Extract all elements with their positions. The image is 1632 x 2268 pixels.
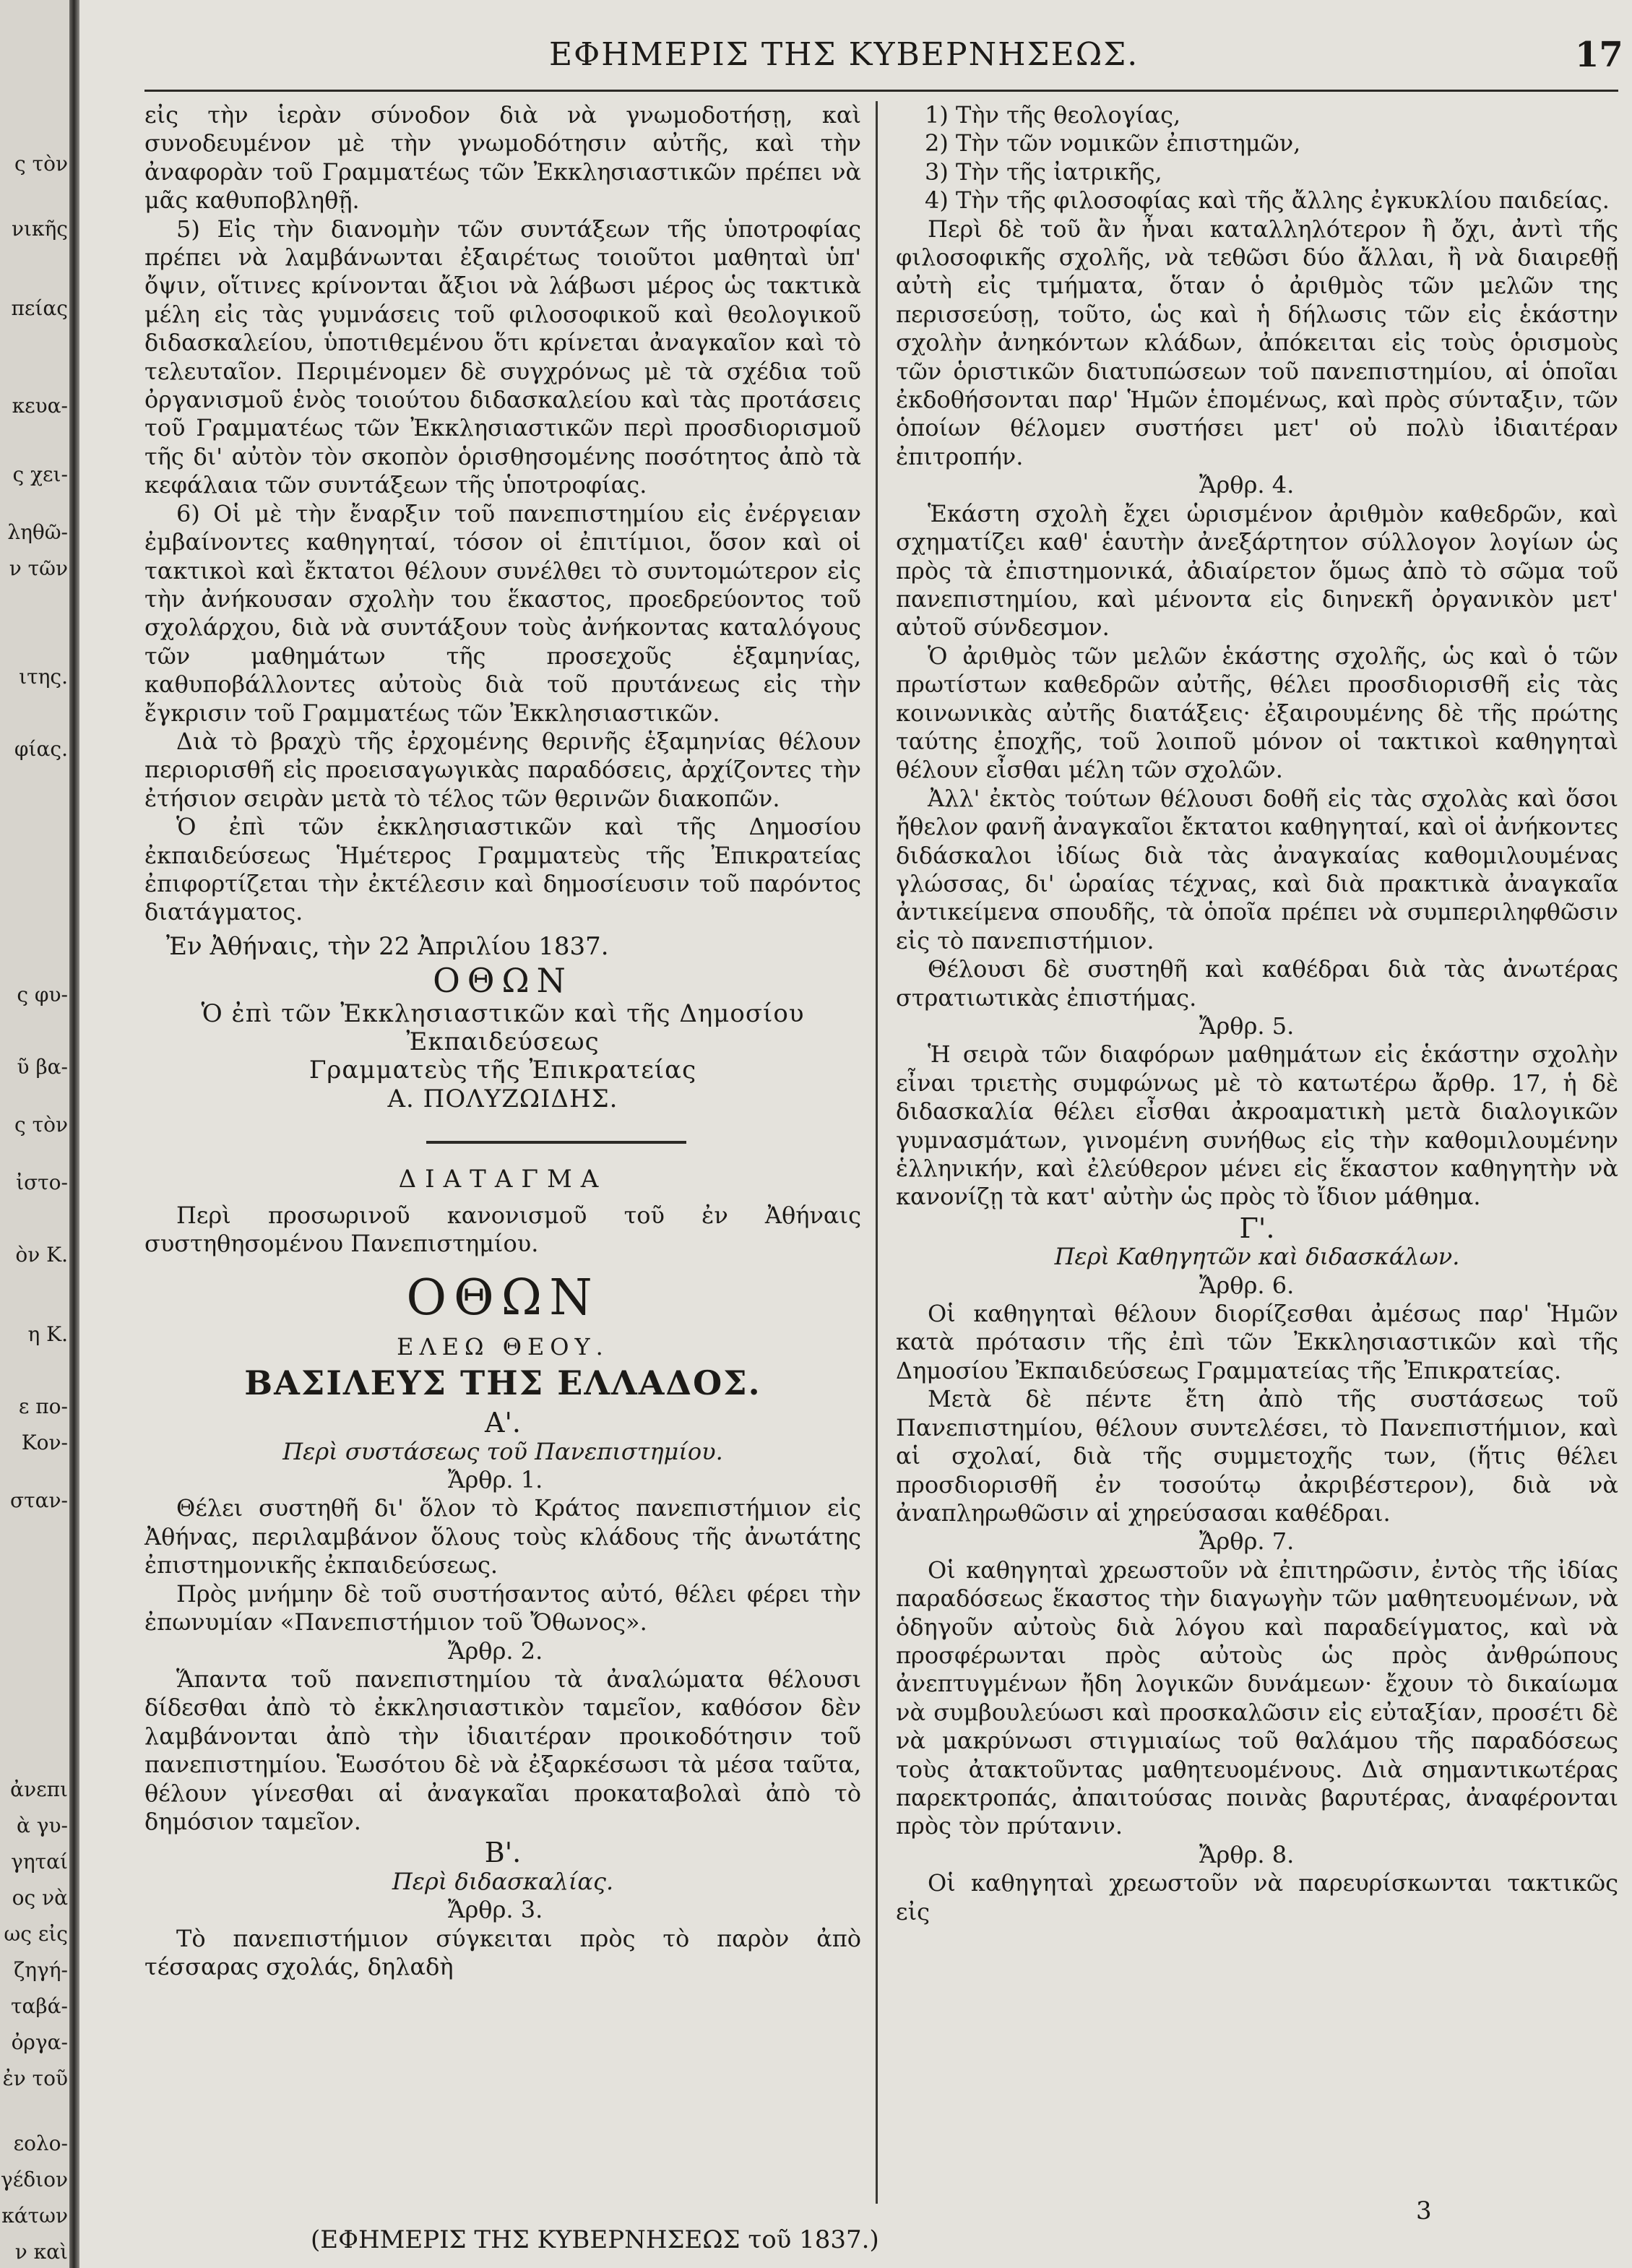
signatory-role: Ὁ ἐπὶ τῶν Ἐκκλησιαστικῶν καὶ τῆς Δημοσίου Ἐκπαιδεύσεως: [201, 999, 805, 1056]
article-heading: Ἄρθρ. 4.: [1199, 471, 1295, 499]
section-letter: Β'.: [484, 1837, 522, 1869]
list-item: 2) Τὴν τῶν νομικῶν ἐπιστημῶν,: [925, 129, 1301, 158]
margin-fragment: ς τὸν: [14, 152, 68, 176]
section-separator: [426, 1141, 686, 1144]
list-item: 1) Τὴν τῆς θεολογίας,: [925, 101, 1181, 129]
margin-fragment: ς φυ-: [17, 983, 68, 1006]
margin-fragment: ὀργα-: [11, 2030, 68, 2054]
paragraph: Οἱ καθηγηταὶ θέλουν διορίζεσθαι ἀμέσως παρ' Ἡμῶν κατὰ πρότασιν τῆς ἐπὶ τῶν Ἐκκλησιαστικῶν καὶ τῆς Δημοσίου Ἐκπαιδεύσεως Γραμματείας τῆς Ἐπικρατείας.: [896, 1300, 1618, 1384]
margin-fragment: σταν-: [10, 1488, 68, 1512]
decree-title: ΔΙΑΤΑΓΜΑ: [398, 1165, 608, 1194]
page-header-title: ΕΦΗΜΕΡΙΣ ΤΗΣ ΚΥΒΕΡΝΗΣΕΩΣ.: [549, 36, 1139, 73]
book-spine-fold: [69, 0, 79, 2268]
paragraph: Ὁ ἀριθμὸς τῶν μελῶν ἑκάστης σχολῆς, ὡς καὶ ὁ τῶν πρωτίστων καθεδρῶν αὐτῆς, θέλει προσδιορισθῆ εἰς τὰς κοινωνικὰς αὐτῆς διατάξεις· ἐξαιρουμένης δὲ τῆς πρώτης ταύτης ἐποχῆς, τοῦ λοιποῦ μόνον οἱ τακτικοὶ καθηγηταὶ θέλουν εἶσθαι μέλη τῶν σχολῶν.: [896, 642, 1618, 784]
section-heading: Περὶ διδασκαλίας.: [392, 1867, 614, 1895]
footer-issue-label: (ΕΦΗΜΕΡΙΣ ΤΗΣ ΚΥΒΕΡΝΗΣΕΩΣ τοῦ 1837.): [311, 2225, 879, 2254]
section-letter: Γ'.: [1239, 1212, 1275, 1244]
margin-fragment: κευα-: [12, 394, 68, 418]
list-item: 3) Τὴν τῆς ἰατρικῆς,: [925, 158, 1162, 186]
margin-fragment: ληθῶ-: [7, 520, 68, 544]
margin-fragment: γέδιον: [1, 2168, 68, 2191]
article-heading: Ἄρθρ. 6.: [1199, 1271, 1295, 1299]
paragraph: Ἡ σειρὰ τῶν διαφόρων μαθημάτων εἰς ἑκάστην σχολὴν εἶναι τριετὴς συμφώνως μὲ τὸ κατωτέρω ἄρθρ. 17, ἡ δὲ διδασκαλία θέλει εἶσθαι ἀκροαματικὴ μετὰ διαλογικῶν γυμνασμάτων, γινομένη συνήθως εἰς τὴν καθομιλουμένην ἑλληνικήν, καὶ ἐλεύθερον μένει εἰς ἕκαστον καθηγητὴν νὰ κανονίζῃ τὰ κατ' αὐτὴν ὡς πρὸς τὸ ἴδιον μάθημα.: [896, 1040, 1618, 1211]
signatory-king: ΟΘΩΝ: [433, 961, 573, 1001]
margin-fragment: ν καὶ: [14, 2240, 68, 2264]
article-heading: Ἄρθρ. 7.: [1199, 1527, 1295, 1556]
margin-fragment: ζηγή-: [14, 1958, 68, 1982]
paragraph: Οἱ καθηγηταὶ χρεωστοῦν νὰ παρευρίσκωνται τακτικῶς εἰς: [896, 1869, 1618, 1926]
margin-fragment: εολο-: [13, 2131, 68, 2155]
paragraph: 5) Εἰς τὴν διανομὴν τῶν συντάξεων τῆς ὑποτροφίας πρέπει νὰ λαμβάνωνται ἐξαιρέτως τοιοῦτοι μαθηταὶ ὑπ' ὄψιν, οἵτινες κρίνονται ἄξιοι νὰ λάβωσι μέρος ὡς τακτικὰ μέλη εἰς τὰς γυμνάσεις τοῦ φιλοσοφικοῦ καὶ θεολογικοῦ διδασκαλείου, ὑποτιθεμένου ὅτι κρίνεται ἀναγκαῖον καὶ τὸ τελευταῖον. Περιμένομεν δὲ συγχρόνως μὲ τὰ σχέδια τοῦ ὀργανισμοῦ ἑνὸς τοιούτου διδασκαλείου καὶ τὰς προτάσεις τοῦ Γραμματέως τῶν Ἐκκλησιαστικῶν περὶ προσδιορισμοῦ τῆς δι' αὐτὸν τὸν σκοπὸν ὁρισθησομένης ποσότητος ἀπὸ τὰ κεφάλαια τῶν συντάξεων τῆς ὑποτροφίας.: [144, 215, 861, 499]
margin-fragment: ε πο-: [18, 1394, 68, 1418]
right-column: [896, 101, 1618, 1926]
column-divider: [876, 101, 878, 2204]
signatory-role: Γραμματεὺς τῆς Ἐπικρατείας: [308, 1056, 697, 1085]
margin-fragment: ς τὸν: [14, 1113, 68, 1137]
paragraph: Ὁ ἐπὶ τῶν ἐκκλησιαστικῶν καὶ τῆς Δημοσίου ἐκπαιδεύσεως Ἡμέτερος Γραμματεὺς τῆς Ἐπικρατείας ἐπιφορτίζεται τὴν ἐκτέλεσιν καὶ δημοσίευσιν τοῦ παρόντος διατάγματος.: [144, 813, 861, 926]
margin-fragment: η Κ.: [27, 1322, 68, 1346]
paragraph: Θέλει συστηθῆ δι' ὅλον τὸ Κράτος πανεπιστήμιον εἰς Ἀθήνας, περιλαμβάνον ὅλους τοὺς κλάδους τῆς ἀνωτάτης ἐπιστημονικῆς ἐκπαιδεύσεως.: [144, 1494, 861, 1579]
paragraph: Περὶ δὲ τοῦ ἂν ἦναι καταλληλότερον ἢ ὄχι, ἀντὶ τῆς φιλοσοφικῆς σχολῆς, νὰ τεθῶσι δύο ἄλλαι, ἢ νὰ διαιρεθῇ αὐτὴ εἰς τμήματα, ὅταν ὁ ἀριθμὸς τῶν μελῶν της περισσεύσῃ, τοῦτο, ὡς καὶ ἡ δήλωσις τῶν εἰς ἑκάστην σχολὴν ἀνηκόντων κλάδων, ἀπόκειται εἰς τοὺς ὁρισμοὺς τῶν ὁριστικῶν διατυπώσεων τοῦ πανεπιστημίου, αἱ ὁποῖαι ἐκδοθήσονται παρ' Ἡμῶν ἑπομένως, καὶ πρὸς σύνταξιν, τῶν ὁποίων θέλομεν συστήσει μετ' οὐ πολὺ ἰδιαιτέραν ἐπιτροπήν.: [896, 215, 1618, 470]
margin-fragment: Κον-: [21, 1431, 68, 1454]
paragraph: Ἀλλ' ἐκτὸς τούτων θέλουσι δοθῆ εἰς τὰς σχολὰς καὶ ὅσοι ἤθελον φανῆ ἀναγκαῖοι ἔκτατοι καθηγηταί, καὶ οἱ ἀνήκοντες διδάσκαλοι ἰδίως διὰ τὰς ἀναγκαίας καθομιλουμένας γλώσσας, δι' ὡραίας τέχνας, καὶ διὰ πρακτικὰ ἀναγκαῖα ἀντικείμενα σπουδῆς, τὰ ὁποῖα πρέπει νὰ συμπεριληφθῶσιν εἰς τὸ πανεπιστήμιον.: [896, 784, 1618, 954]
paragraph: εἰς τὴν ἱερὰν σύνοδον διὰ νὰ γνωμοδοτήσῃ, καὶ συνοδευμένον μὲ τὴν γνωμοδότησιν αὐτῆς, καὶ τὴν ἀναφορὰν τοῦ Γραμματέως τῶν Ἐκκλησιαστικῶν πρέπει νὰ μᾶς καθυποβληθῇ.: [144, 101, 861, 215]
margin-fragment: φίας.: [14, 737, 68, 761]
article-heading: Ἄρθρ. 8.: [1199, 1840, 1295, 1868]
paragraph: Οἱ καθηγηταὶ χρεωστοῦν νὰ ἐπιτηρῶσιν, ἐντὸς τῆς ἰδίας παραδόσεως ἕκαστος τὴν διαγωγὴν τῶν μαθητευομένων, νὰ ὁδηγοῦν αὐτοὺς διὰ λόγου καὶ παραδείγματος, καὶ νὰ προσφέρωνται πρὸς αὐτοὺς ὡς πρὸς ἀνθρώπους ἀνεπτυγμένων ἤδη λογικῶν δυνάμεων· ἔχουν τὸ δικαίωμα νὰ συμβουλεύωσι καὶ προσκαλῶσιν εἰς εὐταξίαν, προσέτι δὲ νὰ μακρύνωσι στιγμιαίως τοῦ θαλάμου τῆς παραδόσεως τοὺς ἀτακτοῦντας μαθητευομένους. Διὰ σημαντικωτέρας παρεκτροπάς, ἀπαιτούσας ποινὰς βαρυτέρας, ἀναφέρονται πρὸς τὸν πρύτανιν.: [896, 1556, 1618, 1840]
page-number: 17: [1575, 35, 1623, 75]
paragraph: Ἅπαντα τοῦ πανεπιστημίου τὰ ἀναλώματα θέλουσι δίδεσθαι ἀπὸ τὸ ἐκκλησιαστικὸν ταμεῖον, καθόσον δὲν λαμβάνονται ἀπὸ τὴν ἰδιαιτέραν προικοδότησιν τοῦ πανεπιστημίου. Ἑωσότου δὲ νὰ ἐξαρκέσωσι τὰ μέσα ταῦτα, θέλουν γίνεσθαι αἱ ἀναγκαῖαι προκαταβολαὶ ἀπὸ τὸ δημόσιον ταμεῖον.: [144, 1665, 861, 1835]
decree-date: Ἐν Ἀθήναις, τὴν 22 Ἀπριλίου 1837.: [166, 931, 609, 961]
signatory-minister: Α. ΠΟΛΥΖΩΙΔΗΣ.: [387, 1084, 618, 1113]
margin-fragment: ὸν Κ.: [15, 1243, 68, 1267]
paragraph: Διὰ τὸ βραχὺ τῆς ἐρχομένης θερινῆς ἑξαμηνίας θέλουν περιορισθῆ εἰς προεισαγωγικὰς παραδόσεις, ἀρχίζοντες τὴν ἐτήσιον σειρὰν μετὰ τὸ τέλος τῶν θερινῶν διακοπῶν.: [144, 727, 861, 812]
printer-signature-mark: 3: [1416, 2196, 1432, 2225]
article-heading: Ἄρθρ. 1.: [448, 1466, 543, 1494]
paragraph: 6) Οἱ μὲ τὴν ἔναρξιν τοῦ πανεπιστημίου εἰς ἐνέργειαν ἐμβαίνοντες καθηγηταί, τόσον οἱ ἐπιτίμιοι, ὅσον καὶ οἱ τακτικοὶ καὶ ἔκτατοι θέλουν συνέλθει τὸ συντομώτερον εἰς τὴν ἀνήκουσαν σχολὴν του ἕκαστος, προεδρεύοντος τοῦ σχολάρχου, διὰ νὰ συντάξουν τοὺς ἀνήκοντας καταλόγους τῶν μαθημάτων τῆς προσεχοῦς ἑξαμηνίας, καθυποβάλλοντες αὐτοὺς διὰ τοῦ πρυτάνεως εἰς τὴν ἔγκρισιν τοῦ Γραμματέως τῶν Ἐκκλησιαστικῶν.: [144, 499, 861, 727]
margin-fragment: ς χει-: [12, 462, 68, 486]
paragraph: Πρὸς μνήμην δὲ τοῦ συστήσαντος αὐτό, θέλει φέρει τὴν ἐπωνυμίαν «Πανεπιστήμιον τοῦ Ὄθωνος».: [144, 1579, 861, 1637]
paragraph: Ἑκάστη σχολὴ ἔχει ὡρισμένον ἀριθμὸν καθεδρῶν, καὶ σχηματίζει καθ' ἑαυτὴν ἀνεξάρτητον σύλλογον λογίων ὡς πρὸς τὰ ἐπιστημονικά, ἀδιαίρετον ὅμως ἀπὸ τὸ σῶμα τοῦ πανεπιστημίου, καὶ μένοντα εἰς διηνεκῆ ὀργανικὸν μετ' αὐτοῦ σύνδεσμον.: [896, 499, 1618, 642]
paragraph: Θέλουσι δὲ συστηθῆ καὶ καθέδραι διὰ τὰς ἀνωτέρας στρατιωτικὰς ἐπιστήμας.: [896, 955, 1618, 1012]
king-grace: ΕΛΕΩ ΘΕΟΥ.: [397, 1333, 609, 1361]
margin-fragment: γηταί: [11, 1850, 68, 1874]
left-column: [144, 101, 861, 1981]
section-letter: Α'.: [485, 1407, 521, 1439]
header-rule: [144, 90, 1618, 92]
decree-subject: Περὶ προσωρινοῦ κανονισμοῦ τοῦ ἐν Ἀθήναις συστηθησομένου Πανεπιστημίου.: [144, 1201, 861, 1258]
margin-fragment: πείας: [11, 296, 68, 320]
margin-fragment: ἐν τοῦ: [2, 2066, 68, 2090]
margin-fragment: ὰ γυ-: [16, 1814, 68, 1837]
margin-fragment: ῦ βα-: [17, 1055, 68, 1079]
section-heading: Περὶ Καθηγητῶν καὶ διδασκάλων.: [1054, 1243, 1460, 1271]
article-heading: Ἄρθρ. 2.: [448, 1637, 543, 1665]
margin-fragment: ως εἰς: [4, 1922, 68, 1946]
article-heading: Ἄρθρ. 3.: [448, 1896, 543, 1924]
margin-fragment: ἀνεπι: [10, 1777, 68, 1801]
margin-fragment: νικῆς: [12, 217, 68, 241]
paragraph: Μετὰ δὲ πέντε ἔτη ἀπὸ τῆς συστάσεως τοῦ Πανεπιστημίου, θέλουν συντελέσει, τὸ Πανεπιστήμιον, καὶ αἱ σχολαί, διὰ τῆς συμμετοχῆς των, (ἥτις θέλει προσδιορισθῆ ἐν τοσούτῳ ἀκριβέστερον), διὰ νὰ ἀναπληρωθῶσιν αἱ χηρεύσασαι καθέδραι.: [896, 1385, 1618, 1527]
margin-fragment: ἰστο-: [16, 1170, 68, 1194]
margin-fragment: κάτων: [1, 2204, 68, 2228]
margin-fragment: ν τῶν: [9, 556, 68, 580]
king-name: ΟΘΩΝ: [406, 1269, 600, 1327]
article-heading: Ἄρθρ. 5.: [1199, 1012, 1295, 1040]
margin-fragment: ος νὰ: [12, 1886, 68, 1910]
margin-fragment: ιτης.: [19, 665, 68, 689]
section-heading: Περὶ συστάσεως τοῦ Πανεπιστημίου.: [282, 1437, 723, 1465]
list-item: 4) Τὴν τῆς φιλοσοφίας καὶ τῆς ἄλλης ἐγκυκλίου παιδείας.: [925, 186, 1610, 215]
paragraph: Τὸ πανεπιστήμιον σύγκειται πρὸς τὸ παρὸν ἀπὸ τέσσαρας σχολάς, δηλαδὴ: [144, 1924, 861, 1980]
margin-fragment: ταβά-: [11, 1994, 68, 2018]
king-title: ΒΑΣΙΛΕΥΣ ΤΗΣ ΕΛΛΑΔΟΣ.: [244, 1363, 761, 1402]
